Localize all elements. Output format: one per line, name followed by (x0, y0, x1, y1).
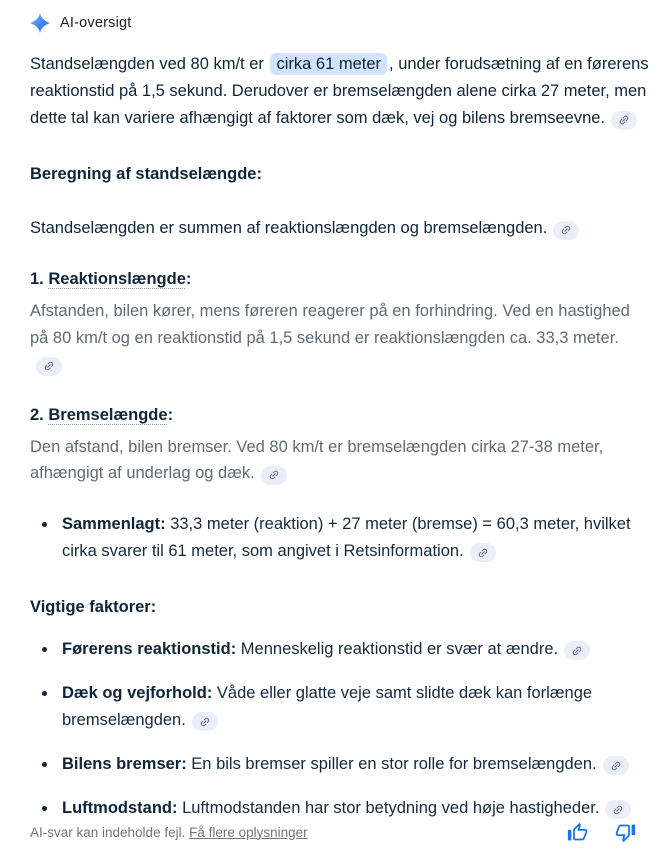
item-body-text: Afstanden, bilen kører, mens føreren reagerer på en forhindring. Ved en hastighed på 80 km/t og en reaktionstid på 1,5 sekund er reaktionslængden ca. 33,3 meter. (30, 302, 630, 347)
sum-statement (30, 215, 650, 242)
citation-link-chip[interactable] (36, 357, 62, 376)
list-item (30, 795, 650, 822)
link-icon (474, 544, 491, 561)
item-body-bremselaengde (30, 434, 650, 487)
citation-link-chip[interactable] (470, 543, 496, 562)
citation-link-chip[interactable] (603, 756, 629, 775)
disclaimer-text (30, 823, 308, 843)
item-title-reaktionslaengde (30, 267, 650, 291)
summary-bullet-text (62, 511, 650, 565)
feedback-buttons (566, 822, 640, 844)
bullet-label: Luftmodstand: (62, 798, 178, 817)
bullet-body: Luftmodstanden har stor betydning ved høje hastigheder. (177, 798, 600, 817)
bullet-dot (42, 806, 47, 811)
intro-paragraph (30, 51, 650, 132)
ai-overview-header (30, 0, 650, 33)
thumbs-down-button[interactable] (614, 822, 636, 844)
citation-link-chip[interactable] (261, 466, 287, 485)
thumbs-up-icon (567, 822, 588, 843)
dotted-term[interactable]: Bremselængde (48, 405, 168, 424)
intro-text-after: , under forudsætning af en førerens reaktionstid på 1,5 sekund. Derudover er bremselængden alene cirka 27 meter, men dette tal kan variere afhængigt af faktorer som dæk, vej og bilens bremseevne. (30, 55, 649, 127)
citation-link-chip[interactable] (564, 641, 590, 660)
citation-link-chip[interactable] (611, 111, 637, 130)
thumbs-up-button[interactable] (566, 822, 588, 844)
link-icon (196, 713, 213, 730)
list-item (30, 636, 650, 663)
thumbs-down-icon (615, 822, 636, 843)
item-number: 2. (30, 405, 49, 424)
bullet-dot (42, 762, 47, 767)
sum-statement-text: Standselængden er summen af reaktionslængden og bremselængden. (30, 219, 548, 237)
link-icon (616, 112, 633, 129)
list-item (30, 680, 650, 734)
item-body-text: Den afstand, bilen bremser. Ved 80 km/t er bremselængden cirka 27-38 meter, afhængigt af underlag og dæk. (30, 437, 604, 482)
bullet-dot (42, 647, 47, 652)
list-item (30, 751, 650, 778)
citation-link-chip[interactable] (192, 712, 218, 731)
item-body-reaktionslaengde (30, 298, 650, 378)
item-number: 1. (30, 270, 49, 288)
highlighted-answer[interactable]: cirka 61 meter (270, 53, 387, 75)
bullet-body: En bils bremser spiller en stor rolle for bremselængden. (186, 754, 597, 773)
bullet-label: Dæk og vejforhold: (62, 683, 213, 702)
bullet-body: 33,3 meter (reaktion) + 27 meter (bremse) = 60,3 meter, hvilket cirka svarer til 61 meter, som angivet i Retsinformation. (62, 514, 631, 560)
bullet-label: Førerens reaktionstid: (62, 639, 237, 658)
bullet-dot (42, 522, 47, 527)
link-icon (41, 358, 58, 375)
item-colon: : (185, 270, 192, 288)
citation-link-chip[interactable] (553, 221, 579, 240)
factors-list (30, 636, 650, 822)
link-icon (610, 801, 627, 818)
bullet-body: Menneskelig reaktionstid er svær at ændre. (236, 639, 559, 658)
ai-overview-title: AI-oversigt (60, 15, 132, 31)
link-icon (569, 642, 586, 659)
intro-text-before: Standselængden ved 80 km/t er (30, 55, 269, 73)
ai-overview-footer (0, 822, 670, 866)
bullet-body: Våde eller glatte veje samt slidte dæk kan forlænge bremselængden. (62, 683, 593, 729)
gemini-sparkle-icon (30, 13, 50, 33)
summary-bullet (30, 511, 650, 565)
item-title-bremselaengde (30, 403, 650, 427)
bullet-label: Sammenlagt: (62, 514, 166, 533)
link-icon (607, 757, 624, 774)
disclaimer-label: AI-svar kan indeholde fejl. (30, 824, 190, 840)
bullet-dot (42, 691, 47, 696)
calc-heading: Beregning af standselængde: (30, 165, 262, 183)
citation-link-chip[interactable] (605, 800, 631, 819)
factors-heading: Vigtige faktorer: (30, 597, 157, 616)
bullet-label: Bilens bremser: (62, 754, 187, 773)
link-icon (265, 467, 282, 484)
dotted-term[interactable]: Reaktionslængde (48, 270, 186, 288)
item-colon: : (167, 405, 174, 424)
learn-more-link[interactable]: Få flere oplysninger (189, 824, 308, 840)
link-icon (558, 222, 575, 239)
